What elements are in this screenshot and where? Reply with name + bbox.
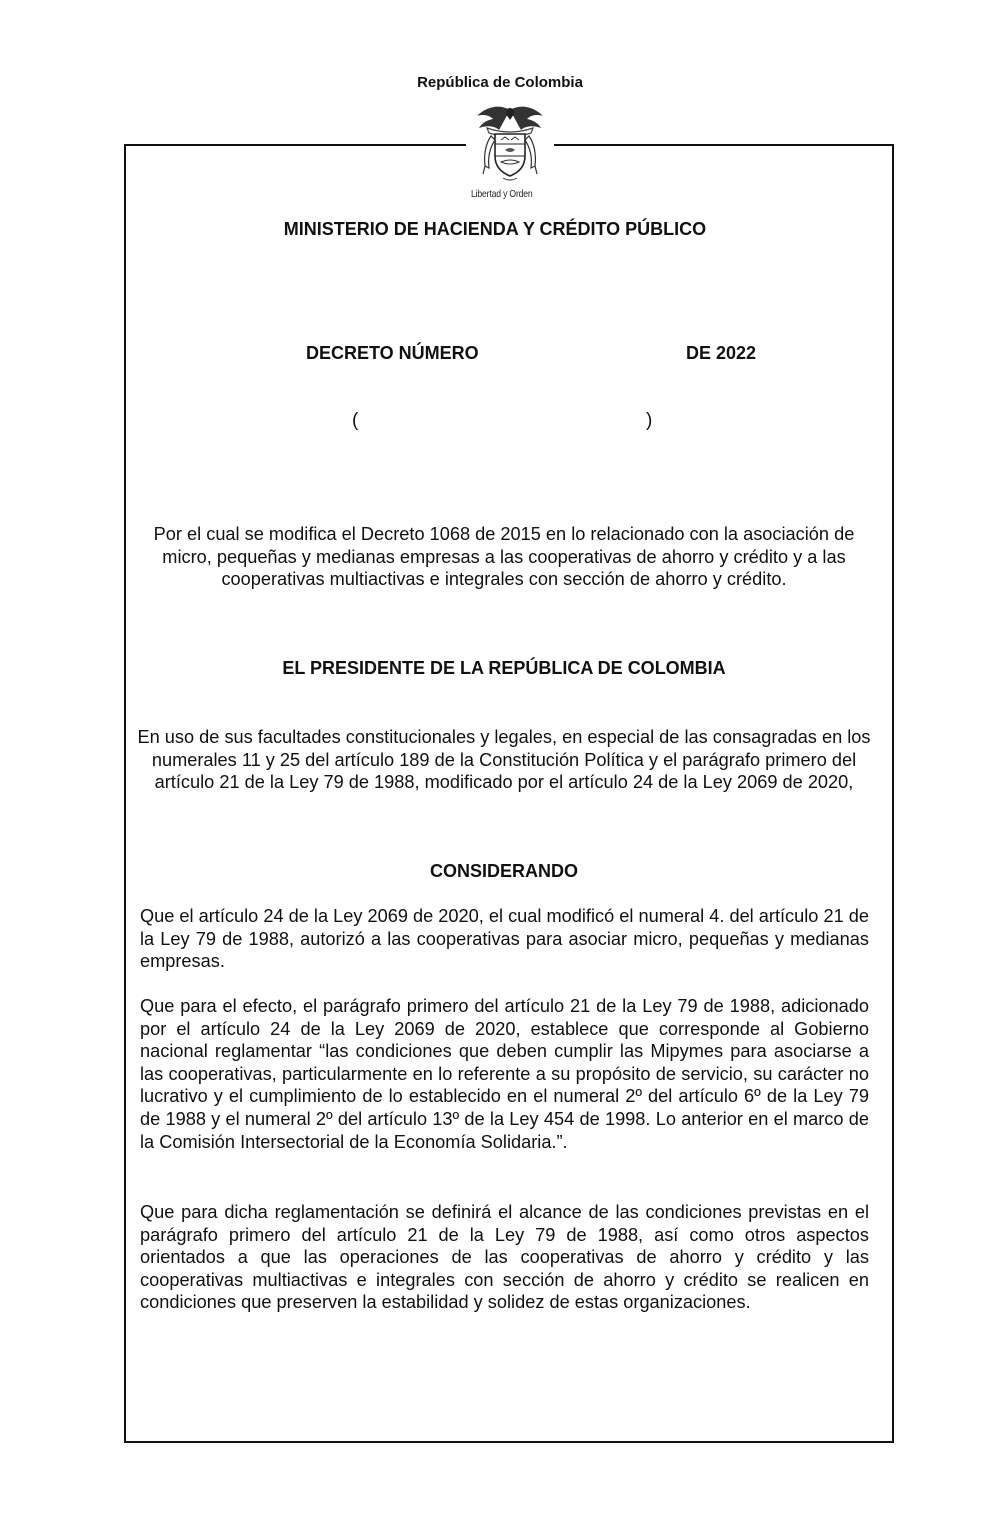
issuer-heading: EL PRESIDENTE DE LA REPÚBLICA DE COLOMBIA (282, 658, 726, 678)
republic-heading: República de Colombia (417, 74, 583, 91)
considering-paragraph: Que para el efecto, el parágrafo primero del artículo 21 de la Ley 79 de 1988, adicionado por el artículo 24 de la Ley 2069 de 2020, establece que corresponde al Gobierno nacional reglamentar “las condiciones que deben cumplir las Mipymes para asociarse a las cooperativas, particularmente en lo referente a su propósito de servicio, su carácter no lucrativo y el cumplimiento de lo establecido en el numeral 2º del artículo 6º de la Ley 79 de 1988 y el numeral 2º del artículo 13º de la Ley 454 de 1998. Lo anterior en el marco de la Comisión Intersectorial de la Economía Solidaria.”. (140, 996, 869, 1152)
considering-heading: CONSIDERANDO (429, 861, 578, 881)
faculties-statement: En uso de sus facultades constitucionales y legales, en especial de las consagradas en los numerales 11 y 25 del artículo 189 de la Constitución Política y el parágrafo primero del artículo 21 de la Ley 79 de 1988, modificado por el artículo 24 de la Ley 2069 de 2020, (137, 727, 871, 793)
decree-date-paren-open: ( (352, 410, 359, 431)
ministry-title: MINISTERIO DE HACIENDA Y CRÉDITO PÚBLICO (283, 219, 707, 239)
decree-date-paren-close: ) (646, 410, 653, 431)
decree-number-label: DECRETO NÚMERO (306, 343, 479, 363)
considering-paragraph: Que el artículo 24 de la Ley 2069 de 2020, el cual modificó el numeral 4. del artículo 21 de la Ley 79 de 1988, autorizó a las cooperativas para asociar micro, pequeñas y medianas empresas. (140, 906, 869, 972)
considering-paragraph: Que para dicha reglamentación se definirá el alcance de las condiciones previstas en el parágrafo primero del artículo 21 de la Ley 79 de 1988, así como otros aspectos orientados a que las operaciones de las cooperativas de ahorro y crédito y las cooperativas multiactivas e integrales con sección de ahorro y crédito se realicen en condiciones que preserven la estabilidad y solidez de estas organizaciones. (140, 1202, 869, 1313)
decree-year: DE 2022 (686, 343, 757, 363)
motto-text: Libertad y Orden (471, 188, 533, 200)
decree-summary: Por el cual se modifica el Decreto 1068 de 2015 en lo relacionado con la asociación de micro, pequeñas y medianas empresas a las cooperativas de ahorro y crédito y a las cooperativas multiactivas e integrales con sección de ahorro y crédito. (153, 524, 855, 590)
